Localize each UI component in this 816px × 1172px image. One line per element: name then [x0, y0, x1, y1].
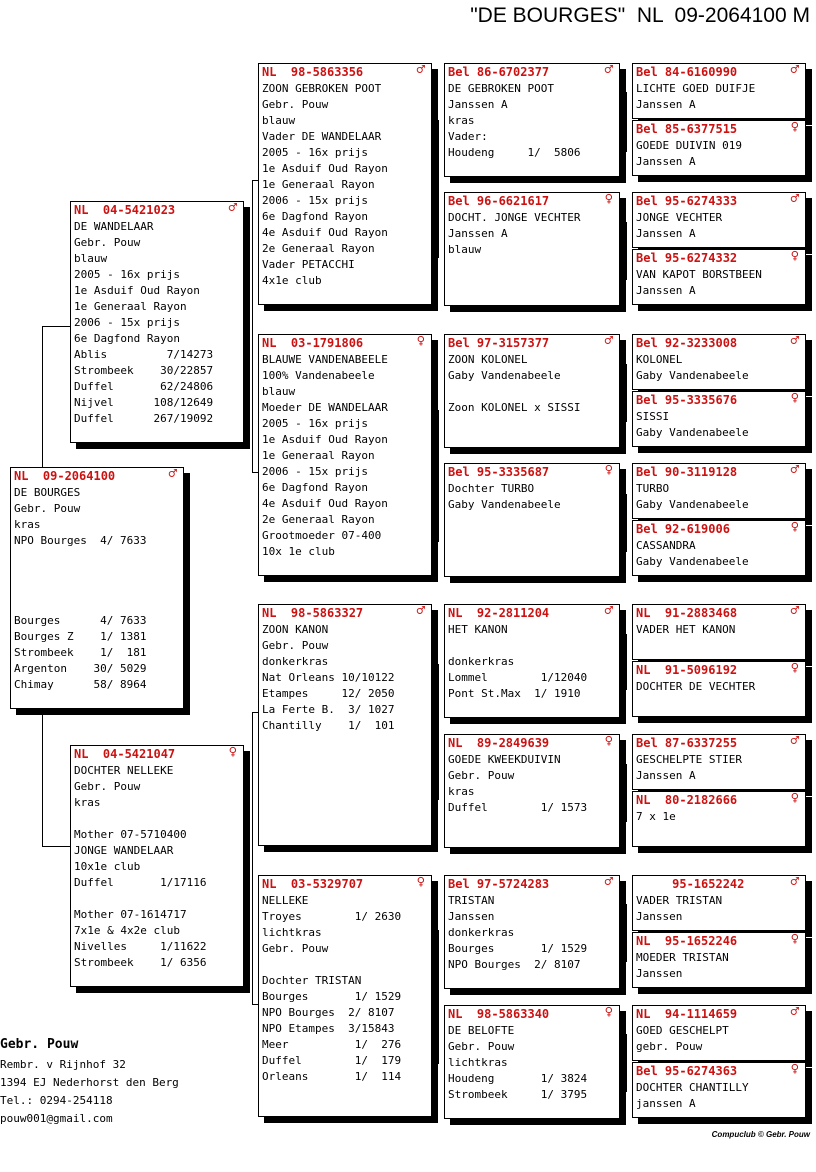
pedigree-line: HET KANON: [448, 623, 508, 636]
pedigree-line: Bourges 4/ 7633: [14, 614, 147, 627]
ring-number: NL 92-2811204: [448, 606, 550, 620]
sex-symbol: ♂: [790, 333, 799, 349]
ring-number: NL 80-2182666: [636, 793, 738, 807]
ring-number: Bel 95-6274363: [636, 1064, 738, 1078]
pedigree-line: DE BELOFTE: [448, 1024, 515, 1037]
pedigree-line: Gaby Vandenabeele: [448, 369, 561, 382]
pedigree-line: [74, 811, 243, 827]
pigeon-card-great-grandparent: [444, 334, 620, 448]
ring-number: Bel 85-6377515: [636, 122, 738, 136]
pedigree-line: Strombeek 1/ 3795: [448, 1088, 588, 1101]
pedigree-line: 10x1e club: [74, 860, 141, 873]
pigeon-card-subject: [10, 467, 184, 709]
ring-number: Bel 92-619006: [636, 522, 730, 536]
pigeon-card-grandparent: [258, 604, 432, 846]
pigeon-card-ancestor: [632, 520, 806, 576]
pedigree-line: Gaby Vandenabeele: [636, 426, 749, 439]
sex-symbol: ♂: [604, 603, 613, 619]
pedigree-line: Vader DE WANDELAAR: [262, 130, 382, 143]
pedigree-line: blauw: [262, 385, 296, 398]
connector-line: [626, 364, 627, 422]
sex-symbol: ♀: [790, 1061, 799, 1077]
pedigree-line: 2005 - 16x prijs: [74, 268, 180, 281]
pedigree-line: Duffel 267/19092: [74, 412, 214, 425]
pedigree-line: Bourges 1/ 1529: [262, 990, 402, 1003]
pedigree-line: kras: [448, 114, 475, 127]
pedigree-line: 10x 1e club: [262, 545, 335, 558]
pedigree-line: GOEDE DUIVIN 019: [636, 139, 742, 152]
pedigree-line: Janssen A: [636, 227, 696, 240]
sex-symbol: ♂: [790, 62, 799, 78]
pedigree-line: DOCHTER DE VECHTER: [636, 680, 756, 693]
pedigree-line: Moeder DE WANDELAAR: [262, 401, 388, 414]
pedigree-line: DE BOURGES: [14, 486, 81, 499]
ring-number: Bel 86-6702377: [448, 65, 550, 79]
pedigree-line: Gebr. Pouw: [448, 769, 515, 782]
pedigree-line: ZOON GEBROKEN POOT: [262, 82, 382, 95]
pigeon-card-ancestor: [632, 604, 806, 660]
pedigree-line: [14, 565, 183, 581]
connector-line: [42, 326, 70, 327]
ring-number: NL 04-5421023: [74, 203, 176, 217]
pedigree-line: Nivelles 1/11622: [74, 940, 207, 953]
sex-symbol: ♀: [416, 874, 425, 890]
pedigree-line: janssen A: [636, 1097, 696, 1110]
pedigree-line: 6e Dagfond Rayon: [262, 210, 368, 223]
pedigree-line: 1e Generaal Rayon: [74, 300, 187, 313]
pedigree-line: gebr. Pouw: [636, 1040, 703, 1053]
pedigree-line: 2006 - 15x prijs: [262, 194, 368, 207]
pigeon-card-ancestor: [632, 734, 806, 790]
pedigree-line: Gebr. Pouw: [262, 942, 329, 955]
pigeon-card-grandparent: [258, 63, 432, 305]
pedigree-line: Vader PETACCHI: [262, 258, 355, 271]
pedigree-line: 1e Asduif Oud Rayon: [262, 162, 388, 175]
pedigree-line: Janssen: [636, 967, 683, 980]
pedigree-line: 2006 - 15x prijs: [74, 316, 180, 329]
ring-number: Bel 95-6274332: [636, 251, 738, 265]
sex-symbol: ♀: [790, 248, 799, 264]
pigeon-card-ancestor: [632, 661, 806, 717]
sex-symbol: ♂: [604, 874, 613, 890]
connector-line: [438, 664, 439, 800]
pedigree-line: Janssen A: [448, 98, 508, 111]
pedigree-line: Janssen A: [636, 284, 696, 297]
ring-number: Bel 97-5724283: [448, 877, 550, 891]
pigeon-card-great-grandparent: [444, 604, 620, 718]
pedigree-line: Gaby Vandenabeele: [636, 369, 749, 382]
pedigree-line: La Ferte B. 3/ 1027: [262, 703, 395, 716]
pedigree-line: 2006 - 15x prijs: [262, 465, 368, 478]
pedigree-line: Janssen: [636, 910, 683, 923]
pedigree-line: [14, 549, 183, 565]
owner-address: Rembr. v Rijnhof 32: [0, 1058, 126, 1071]
pigeon-card-mother: [70, 745, 244, 987]
pigeon-card-ancestor: [632, 334, 806, 390]
pedigree-line: kras: [14, 518, 41, 531]
sex-symbol: ♂: [790, 733, 799, 749]
pedigree-line: LICHTE GOED DUIFJE: [636, 82, 756, 95]
pedigree-line: Houdeng 1/ 5806: [448, 146, 581, 159]
ring-number: Bel 90-3119128: [636, 465, 738, 479]
pigeon-card-ancestor: [632, 875, 806, 931]
pedigree-line: Gaby Vandenabeele: [636, 498, 749, 511]
connector-line: [626, 494, 627, 552]
pedigree-line: Nijvel 108/12649: [74, 396, 214, 409]
pedigree-line: [74, 891, 243, 907]
pedigree-line: NPO Etampes 3/15843: [262, 1022, 395, 1035]
sex-symbol: ♀: [790, 119, 799, 135]
pedigree-line: 6e Dagfond Rayon: [262, 481, 368, 494]
pedigree-line: Grootmoeder 07-400: [262, 529, 382, 542]
pigeon-card-ancestor: [632, 932, 806, 988]
owner-city: 1394 EJ Nederhorst den Berg: [0, 1076, 179, 1089]
pedigree-line: Etampes 12/ 2050: [262, 687, 395, 700]
connector-line: [626, 1034, 627, 1092]
pedigree-line: kras: [448, 785, 475, 798]
owner-email: pouw001@gmail.com: [0, 1112, 113, 1125]
pedigree-line: kras: [74, 796, 101, 809]
ring-number: NL 98-5863327: [262, 606, 364, 620]
pedigree-line: Gaby Vandenabeele: [636, 555, 749, 568]
ring-number: NL 91-5096192: [636, 663, 738, 677]
sex-symbol: ♀: [790, 519, 799, 535]
pedigree-line: Gebr. Pouw: [14, 502, 81, 515]
pedigree-line: 4e Asduif Oud Rayon: [262, 226, 388, 239]
sex-symbol: ♀: [604, 1004, 613, 1020]
pedigree-line: CASSANDRA: [636, 539, 696, 552]
pedigree-line: Vader:: [448, 130, 488, 143]
pedigree-line: 2005 - 16x prijs: [262, 417, 368, 430]
connector-line: [626, 222, 627, 280]
owner-name: Gebr. Pouw: [0, 1037, 79, 1052]
pedigree-line: NELLEKE: [262, 894, 309, 907]
sex-symbol: ♂: [416, 62, 425, 78]
connector-line: [626, 92, 627, 152]
sex-symbol: ♀: [790, 390, 799, 406]
pedigree-line: lichtkras: [262, 926, 322, 939]
pedigree-line: Gebr. Pouw: [74, 780, 141, 793]
pedigree-line: Bourges 1/ 1529: [448, 942, 588, 955]
pigeon-card-great-grandparent: [444, 63, 620, 177]
owner-block: [0, 1034, 179, 1128]
pigeon-card-ancestor: [632, 63, 806, 119]
ring-number: NL 98-5863340: [448, 1007, 550, 1021]
pedigree-line: Duffel 1/ 179: [262, 1054, 402, 1067]
pedigree-line: [262, 957, 431, 973]
pigeon-card-ancestor: [632, 463, 806, 519]
pedigree-line: BLAUWE VANDENABEELE: [262, 353, 388, 366]
ring-number: Bel 97-3157377: [448, 336, 550, 350]
pedigree-line: Dochter TRISTAN: [262, 974, 362, 987]
pedigree-line: Gaby Vandenabeele: [448, 498, 561, 511]
pedigree-line: 1e Generaal Rayon: [262, 449, 375, 462]
pedigree-line: 100% Vandenabeele: [262, 369, 375, 382]
pedigree-line: Ablis 7/14273: [74, 348, 214, 361]
pedigree-line: Janssen A: [636, 155, 696, 168]
pedigree-line: TURBO: [636, 482, 670, 495]
pedigree-line: blauw: [74, 252, 108, 265]
ring-number: NL 09-2064100: [14, 469, 116, 483]
pedigree-line: Strombeek 30/22857: [74, 364, 214, 377]
sex-symbol: ♀: [790, 660, 799, 676]
pedigree-line: DE GEBROKEN POOT: [448, 82, 554, 95]
pedigree-line: donkerkras: [448, 655, 515, 668]
pedigree-line: Gebr. Pouw: [262, 639, 329, 652]
pigeon-card-ancestor: [632, 1062, 806, 1118]
pedigree-line: donkerkras: [262, 655, 329, 668]
pedigree-line: Janssen A: [448, 227, 508, 240]
pigeon-card-great-grandparent: [444, 734, 620, 848]
pedigree-line: lichtkras: [448, 1056, 508, 1069]
sex-symbol: ♂: [790, 191, 799, 207]
connector-line: [438, 410, 439, 542]
pedigree-line: 4e Asduif Oud Rayon: [262, 497, 388, 510]
pigeon-card-ancestor: [632, 391, 806, 447]
footer-credit: Compuclub © Gebr. Pouw: [711, 1130, 810, 1139]
pedigree-line: [14, 597, 183, 613]
pedigree-line: 2e Generaal Rayon: [262, 513, 375, 526]
pedigree-line: 2005 - 16x prijs: [262, 146, 368, 159]
pedigree-line: [448, 384, 619, 400]
pedigree-line: blauw: [448, 243, 482, 256]
pedigree-line: GESCHELPTE STIER: [636, 753, 742, 766]
pedigree-line: NPO Bourges 2/ 8107: [262, 1006, 395, 1019]
pedigree-line: Janssen A: [636, 769, 696, 782]
pedigree-line: DE WANDELAAR: [74, 220, 154, 233]
pedigree-line: 7 x 1e: [636, 810, 676, 823]
ring-number: Bel 95-3335676: [636, 393, 738, 407]
connector-line: [438, 930, 439, 1064]
pedigree-line: Gebr. Pouw: [262, 98, 329, 111]
pedigree-line: Gebr. Pouw: [448, 1040, 515, 1053]
pedigree-line: GOED GESCHELPT: [636, 1024, 729, 1037]
page-title: "DE BOURGES" NL 09-2064100 M: [470, 4, 810, 27]
pedigree-line: DOCHTER CHANTILLY: [636, 1081, 749, 1094]
ring-number: Bel 95-6274333: [636, 194, 738, 208]
ring-number: NL 03-5329707: [262, 877, 364, 891]
pigeon-card-grandparent: [258, 875, 432, 1117]
owner-phone: Tel.: 0294-254118: [0, 1094, 113, 1107]
ring-number: Bel 84-6160990: [636, 65, 738, 79]
pedigree-line: SISSI: [636, 410, 670, 423]
pedigree-line: Meer 1/ 276: [262, 1038, 402, 1051]
connector-line: [42, 710, 43, 846]
pedigree-line: Lommel 1/12040: [448, 671, 588, 684]
pedigree-line: donkerkras: [448, 926, 515, 939]
pedigree-line: 1e Asduif Oud Rayon: [74, 284, 200, 297]
pedigree-line: Gebr. Pouw: [74, 236, 141, 249]
sex-symbol: ♂: [604, 62, 613, 78]
pedigree-line: Janssen: [448, 910, 495, 923]
sex-symbol: ♀: [604, 462, 613, 478]
pedigree-line: Pont St.Max 1/ 1910: [448, 687, 581, 700]
pedigree-line: DOCHT. JONGE VECHTER: [448, 211, 581, 224]
pedigree-line: Mother 07-1614717: [74, 908, 187, 921]
pedigree-line: ZOON KOLONEL: [448, 353, 528, 366]
sex-symbol: ♂: [228, 200, 237, 216]
pedigree-line: blauw: [262, 114, 296, 127]
pedigree-line: Duffel 1/ 1573: [448, 801, 588, 814]
pedigree-line: TRISTAN: [448, 894, 495, 907]
pedigree-line: Mother 07-5710400: [74, 828, 187, 841]
connector-line: [252, 180, 253, 472]
pedigree-line: MOEDER TRISTAN: [636, 951, 729, 964]
pedigree-line: Duffel 62/24806: [74, 380, 214, 393]
pedigree-line: Argenton 30/ 5029: [14, 662, 147, 675]
pigeon-card-ancestor: [632, 192, 806, 248]
pigeon-card-great-grandparent: [444, 875, 620, 989]
connector-line: [252, 712, 253, 1004]
pedigree-line: Dochter TURBO: [448, 482, 535, 495]
pedigree-line: Chimay 58/ 8964: [14, 678, 147, 691]
sex-symbol: ♂: [790, 462, 799, 478]
pedigree-line: VAN KAPOT BORSTBEEN: [636, 268, 762, 281]
pedigree-line: Houdeng 1/ 3824: [448, 1072, 588, 1085]
sex-symbol: ♂: [790, 874, 799, 890]
pigeon-card-grandparent: [258, 334, 432, 576]
sex-symbol: ♀: [416, 333, 425, 349]
ring-number: NL 89-2849639: [448, 736, 550, 750]
pedigree-line: Orleans 1/ 114: [262, 1070, 402, 1083]
sex-symbol: ♀: [604, 191, 613, 207]
ring-number: Bel 95-3335687: [448, 465, 550, 479]
pedigree-line: Janssen A: [636, 98, 696, 111]
pigeon-card-father: [70, 201, 244, 443]
pedigree-line: Troyes 1/ 2630: [262, 910, 402, 923]
sex-symbol: ♂: [790, 1004, 799, 1020]
connector-line: [626, 904, 627, 962]
sex-symbol: ♂: [604, 333, 613, 349]
pedigree-line: VADER TRISTAN: [636, 894, 723, 907]
pedigree-line: 7x1e & 4x2e club: [74, 924, 180, 937]
ring-number: NL 03-1791806: [262, 336, 364, 350]
sex-symbol: ♂: [790, 603, 799, 619]
sex-symbol: ♀: [790, 790, 799, 806]
pedigree-line: ZOON KANON: [262, 623, 329, 636]
ring-number: NL 91-2883468: [636, 606, 738, 620]
pedigree-line: NPO Bourges 2/ 8107: [448, 958, 581, 971]
pedigree-line: Zoon KOLONEL x SISSI: [448, 401, 581, 414]
pedigree-line: NPO Bourges 4/ 7633: [14, 534, 147, 547]
ring-number: Bel 92-3233008: [636, 336, 738, 350]
pedigree-line: Nat Orleans 10/10122: [262, 671, 395, 684]
pedigree-line: GOEDE KWEEKDUIVIN: [448, 753, 561, 766]
pedigree-line: JONGE WANDELAAR: [74, 844, 174, 857]
ring-number: Bel 96-6621617: [448, 194, 550, 208]
pedigree-line: JONGE VECHTER: [636, 211, 723, 224]
sex-symbol: ♂: [416, 603, 425, 619]
pedigree-line: [14, 581, 183, 597]
sex-symbol: ♀: [790, 931, 799, 947]
pedigree-line: 4x1e club: [262, 274, 322, 287]
sex-symbol: ♀: [228, 744, 237, 760]
pedigree-line: 6e Dagfond Rayon: [74, 332, 180, 345]
pigeon-card-ancestor: [632, 120, 806, 176]
connector-line: [626, 764, 627, 822]
pedigree-line: DOCHTER NELLEKE: [74, 764, 174, 777]
connector-line: [42, 846, 70, 847]
pedigree-line: Bourges Z 1/ 1381: [14, 630, 147, 643]
ring-number: Bel 87-6337255: [636, 736, 738, 750]
ring-number: NL 98-5863356: [262, 65, 364, 79]
pedigree-line: Duffel 1/17116: [74, 876, 207, 889]
connector-line: [42, 326, 43, 468]
pedigree-line: Chantilly 1/ 101: [262, 719, 395, 732]
pigeon-card-ancestor: [632, 1005, 806, 1061]
pedigree-line: Strombeek 1/ 181: [14, 646, 147, 659]
pigeon-card-great-grandparent: [444, 1005, 620, 1119]
pigeon-card-great-grandparent: [444, 192, 620, 306]
ring-number: NL 95-1652246: [636, 934, 738, 948]
pedigree-line: VADER HET KANON: [636, 623, 736, 636]
sex-symbol: ♂: [168, 466, 177, 482]
connector-line: [438, 120, 439, 258]
sex-symbol: ♀: [604, 733, 613, 749]
ring-number: NL 04-5421047: [74, 747, 176, 761]
connector-line: [626, 634, 627, 690]
pigeon-card-ancestor: [632, 791, 806, 847]
ring-number: 95-1652242: [636, 877, 745, 891]
pigeon-card-great-grandparent: [444, 463, 620, 577]
ring-number: NL 94-1114659: [636, 1007, 738, 1021]
pedigree-line: KOLONEL: [636, 353, 683, 366]
pedigree-line: Strombeek 1/ 6356: [74, 956, 207, 969]
pedigree-line: 2e Generaal Rayon: [262, 242, 375, 255]
pedigree-line: 1e Generaal Rayon: [262, 178, 375, 191]
pedigree-line: 1e Asduif Oud Rayon: [262, 433, 388, 446]
pedigree-line: [448, 638, 619, 654]
pigeon-card-ancestor: [632, 249, 806, 305]
